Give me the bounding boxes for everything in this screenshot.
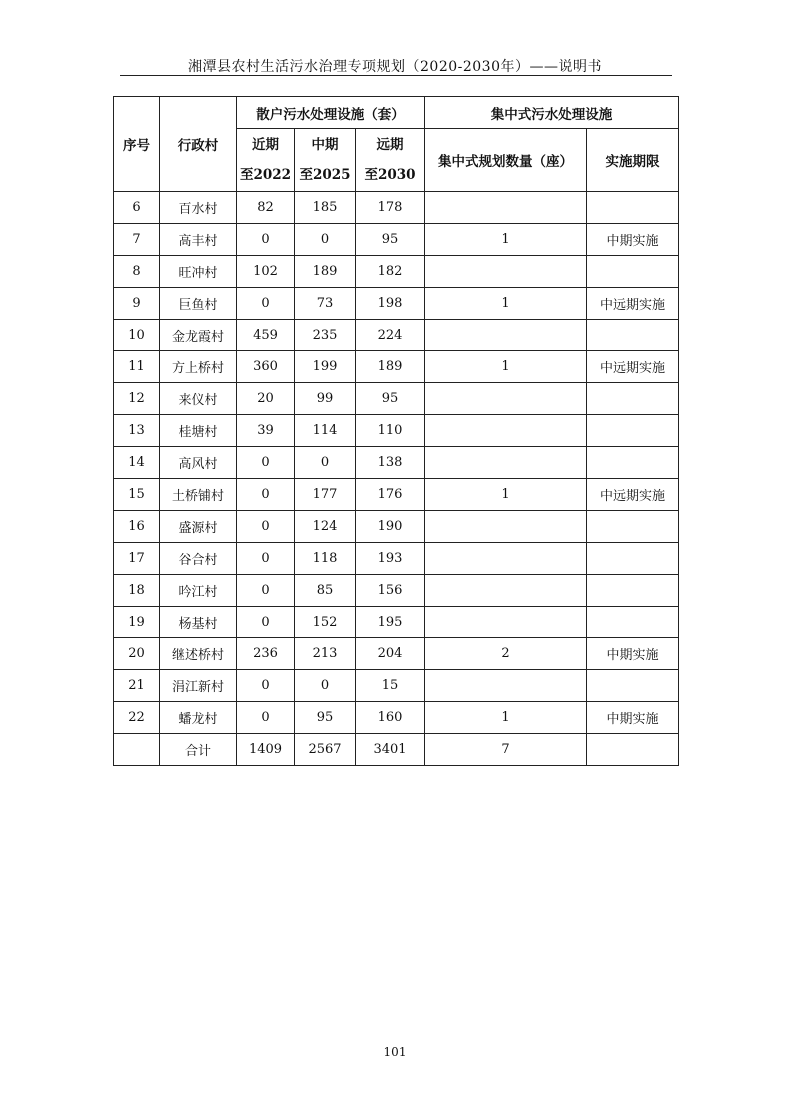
cell-period: 中远期实施 <box>587 479 679 511</box>
page-header-title: 湘潭县农村生活污水治理专项规划（2020-2030年）——说明书 <box>188 59 602 75</box>
cell-near: 39 <box>237 415 295 447</box>
table-row <box>114 606 679 638</box>
cell-seq: 9 <box>114 287 160 319</box>
cell-mid: 185 <box>295 192 356 224</box>
cell-far: 224 <box>356 319 425 351</box>
cell-mid: 73 <box>295 287 356 319</box>
cell-period: 中期实施 <box>587 702 679 734</box>
table-row <box>114 287 679 319</box>
cell-village: 土桥铺村 <box>160 479 237 511</box>
col-header-far-year: 至2030 <box>364 167 416 183</box>
cell-central: 1 <box>425 351 587 383</box>
col-header-far <box>356 129 425 192</box>
cell-far: 138 <box>356 447 425 479</box>
cell-mid: 99 <box>295 383 356 415</box>
cell-period <box>587 574 679 606</box>
sewage-facility-table <box>113 96 679 766</box>
table-row <box>114 319 679 351</box>
cell-far: 110 <box>356 415 425 447</box>
cell-seq: 16 <box>114 510 160 542</box>
header-rule <box>120 75 672 76</box>
cell-seq: 14 <box>114 447 160 479</box>
cell-far: 189 <box>356 351 425 383</box>
cell-near: 0 <box>237 702 295 734</box>
cell-mid: 85 <box>295 574 356 606</box>
cell-central: 1 <box>425 287 587 319</box>
cell-far: 198 <box>356 287 425 319</box>
cell-village: 盛源村 <box>160 510 237 542</box>
cell-seq: 6 <box>114 192 160 224</box>
cell-near: 0 <box>237 287 295 319</box>
cell-far: 95 <box>356 223 425 255</box>
cell-village: 百水村 <box>160 192 237 224</box>
cell-village: 谷合村 <box>160 542 237 574</box>
cell-central <box>425 319 587 351</box>
table-row <box>114 255 679 287</box>
col-header-near-year: 至2022 <box>239 167 292 183</box>
cell-central: 1 <box>425 702 587 734</box>
cell-far: 182 <box>356 255 425 287</box>
cell-mid: 177 <box>295 479 356 511</box>
col-header-near-term: 近期 <box>252 137 279 153</box>
cell-period: 中期实施 <box>587 638 679 670</box>
cell-central: 1 <box>425 479 587 511</box>
cell-period <box>587 734 679 766</box>
cell-seq: 7 <box>114 223 160 255</box>
cell-village: 巨鱼村 <box>160 287 237 319</box>
cell-central <box>425 574 587 606</box>
cell-far: 204 <box>356 638 425 670</box>
cell-mid: 235 <box>295 319 356 351</box>
cell-mid: 2567 <box>295 734 356 766</box>
cell-seq: 20 <box>114 638 160 670</box>
cell-village: 桂塘村 <box>160 415 237 447</box>
col-header-dispersed: 散户污水处理设施（套） <box>237 97 425 129</box>
col-header-far-term: 远期 <box>376 137 404 153</box>
cell-far: 176 <box>356 479 425 511</box>
cell-seq: 8 <box>114 255 160 287</box>
cell-period <box>587 606 679 638</box>
cell-seq: 13 <box>114 415 160 447</box>
cell-central: 1 <box>425 223 587 255</box>
table-row <box>114 383 679 415</box>
col-header-mid <box>295 129 356 192</box>
cell-seq: 11 <box>114 351 160 383</box>
cell-village: 杨基村 <box>160 606 237 638</box>
cell-central <box>425 415 587 447</box>
cell-seq: 21 <box>114 670 160 702</box>
cell-seq: 18 <box>114 574 160 606</box>
cell-period <box>587 542 679 574</box>
cell-period: 中期实施 <box>587 223 679 255</box>
cell-far: 15 <box>356 670 425 702</box>
cell-period <box>587 415 679 447</box>
cell-village: 涓江新村 <box>160 670 237 702</box>
col-header-seq: 序号 <box>114 97 160 192</box>
cell-central <box>425 510 587 542</box>
cell-mid: 114 <box>295 415 356 447</box>
cell-village: 高丰村 <box>160 223 237 255</box>
cell-near: 0 <box>237 447 295 479</box>
cell-near: 0 <box>237 670 295 702</box>
cell-mid: 0 <box>295 223 356 255</box>
cell-far: 195 <box>356 606 425 638</box>
cell-near: 360 <box>237 351 295 383</box>
cell-central <box>425 606 587 638</box>
cell-village: 来仪村 <box>160 383 237 415</box>
cell-near: 0 <box>237 479 295 511</box>
cell-village: 继述桥村 <box>160 638 237 670</box>
col-header-period: 实施期限 <box>587 129 679 192</box>
cell-central <box>425 255 587 287</box>
table-body <box>114 192 679 766</box>
cell-period <box>587 192 679 224</box>
cell-period: 中远期实施 <box>587 287 679 319</box>
cell-mid: 118 <box>295 542 356 574</box>
cell-far: 193 <box>356 542 425 574</box>
cell-near: 0 <box>237 606 295 638</box>
col-header-mid-year: 至2025 <box>299 167 351 183</box>
table-row <box>114 192 679 224</box>
cell-period <box>587 670 679 702</box>
cell-seq: 19 <box>114 606 160 638</box>
cell-near: 0 <box>237 574 295 606</box>
col-header-central: 集中式污水处理设施 <box>425 97 679 129</box>
cell-village: 吟江村 <box>160 574 237 606</box>
cell-near: 0 <box>237 510 295 542</box>
col-header-central-count: 集中式规划数量（座） <box>425 129 587 192</box>
cell-near: 459 <box>237 319 295 351</box>
cell-far: 156 <box>356 574 425 606</box>
table-row <box>114 479 679 511</box>
table-row <box>114 670 679 702</box>
cell-far: 190 <box>356 510 425 542</box>
cell-seq: 17 <box>114 542 160 574</box>
cell-central <box>425 670 587 702</box>
table-row <box>114 574 679 606</box>
cell-village: 旺冲村 <box>160 255 237 287</box>
cell-far: 160 <box>356 702 425 734</box>
cell-near: 1409 <box>237 734 295 766</box>
cell-near: 102 <box>237 255 295 287</box>
cell-near: 0 <box>237 542 295 574</box>
header-row-1 <box>114 97 679 129</box>
cell-mid: 213 <box>295 638 356 670</box>
cell-seq: 15 <box>114 479 160 511</box>
cell-seq: 10 <box>114 319 160 351</box>
cell-mid: 124 <box>295 510 356 542</box>
cell-village: 金龙霞村 <box>160 319 237 351</box>
cell-mid: 199 <box>295 351 356 383</box>
cell-central <box>425 192 587 224</box>
cell-far: 178 <box>356 192 425 224</box>
cell-mid: 152 <box>295 606 356 638</box>
cell-near: 20 <box>237 383 295 415</box>
table-row <box>114 351 679 383</box>
cell-near: 0 <box>237 223 295 255</box>
cell-period <box>587 319 679 351</box>
cell-mid: 95 <box>295 702 356 734</box>
cell-period <box>587 510 679 542</box>
table-row <box>114 638 679 670</box>
cell-central <box>425 447 587 479</box>
cell-seq: 12 <box>114 383 160 415</box>
cell-far: 95 <box>356 383 425 415</box>
col-header-mid-term: 中期 <box>311 137 339 153</box>
cell-village: 合计 <box>160 734 237 766</box>
page-number: 101 <box>383 1045 407 1059</box>
cell-central <box>425 542 587 574</box>
cell-central <box>425 383 587 415</box>
table-row <box>114 542 679 574</box>
cell-village: 高风村 <box>160 447 237 479</box>
cell-near: 236 <box>237 638 295 670</box>
cell-mid: 189 <box>295 255 356 287</box>
total-row <box>114 734 679 766</box>
cell-near: 82 <box>237 192 295 224</box>
cell-period <box>587 447 679 479</box>
cell-far: 3401 <box>356 734 425 766</box>
cell-village: 方上桥村 <box>160 351 237 383</box>
cell-central: 7 <box>425 734 587 766</box>
table-row <box>114 702 679 734</box>
cell-village: 蟠龙村 <box>160 702 237 734</box>
table-row <box>114 415 679 447</box>
cell-period <box>587 255 679 287</box>
table-row <box>114 510 679 542</box>
col-header-village: 行政村 <box>160 97 237 192</box>
cell-period <box>587 383 679 415</box>
cell-seq: 22 <box>114 702 160 734</box>
cell-seq <box>114 734 160 766</box>
cell-mid: 0 <box>295 447 356 479</box>
cell-period: 中远期实施 <box>587 351 679 383</box>
cell-central: 2 <box>425 638 587 670</box>
table-row <box>114 223 679 255</box>
col-header-near <box>237 129 295 192</box>
table-row <box>114 447 679 479</box>
cell-mid: 0 <box>295 670 356 702</box>
